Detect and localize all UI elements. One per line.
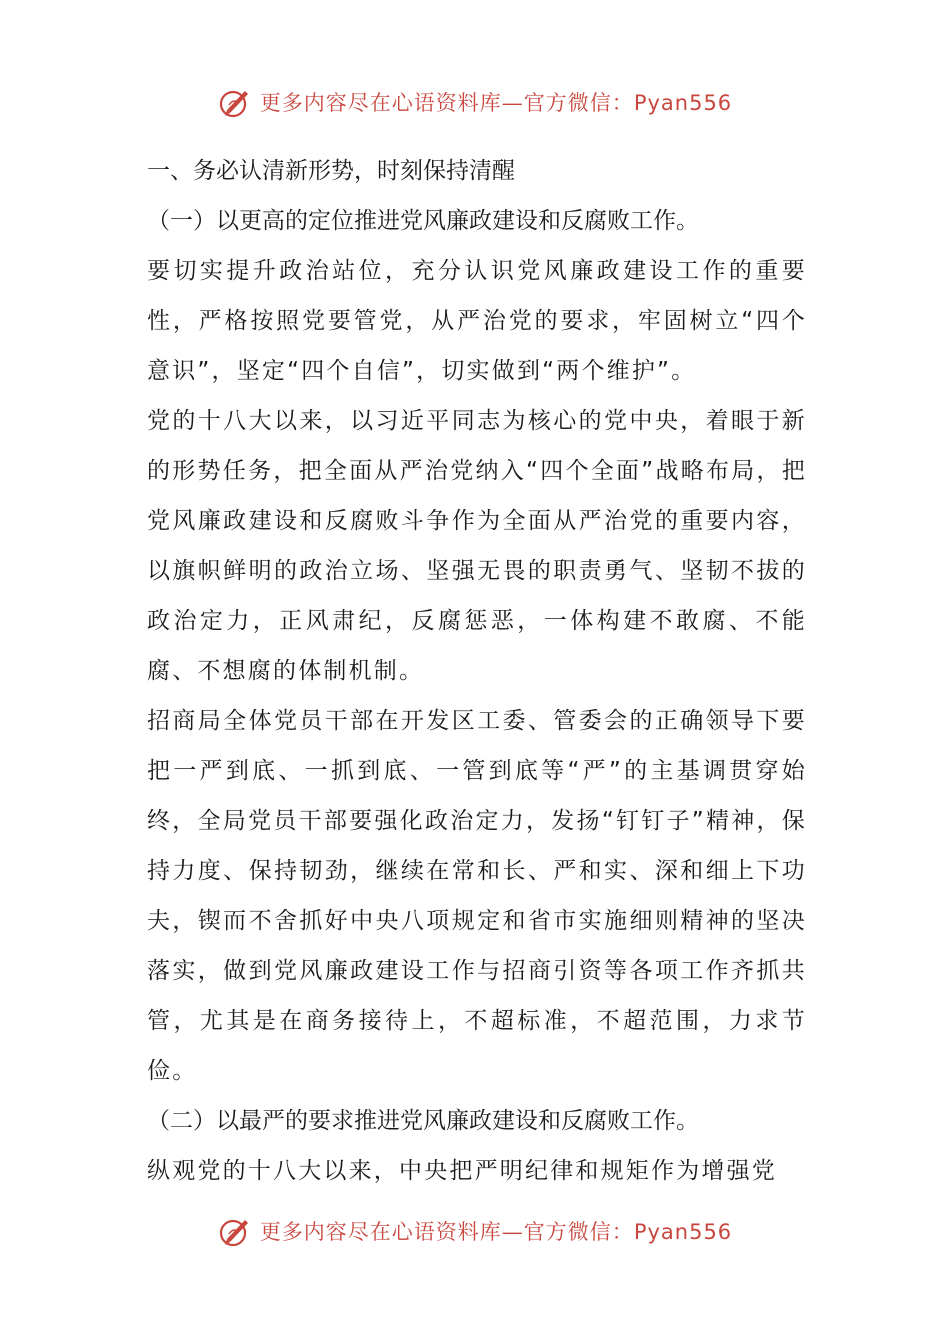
watermark-wechat-id: Pyan556 xyxy=(633,91,733,115)
watermark-label: 更多内容尽在心语资料库—官方微信： xyxy=(259,91,634,115)
footer-watermark xyxy=(0,1211,950,1251)
section-heading-1: 一、务必认清新形势，时刻保持清醒 xyxy=(147,158,515,184)
pen-logo-icon xyxy=(218,85,252,119)
subsection-heading-1: （一）以更高的定位推进党风廉政建设和反腐败工作。 xyxy=(147,208,699,234)
watermark-text xyxy=(260,1216,732,1246)
paragraph-3: 招商局全体党员干部在开发区工委、管委会的正确领导下要把一严到底、一抓到底、一管到底等“严”的主基调贯穿始终，全局党员干部要强化政治定力，发扬“钉钉子”精神，保持力度、保持韧劲，继续在常和长、严和实、深和细上下功夫，锲而不舍抓好中央八项规定和省市实施细则精神的坚决落实，做到党风廉政建设工作与招商引资等各项工作齐抓共管，尤其是在商务接待上，不超标准，不超范围，力求节俭。 xyxy=(147,708,807,1084)
watermark-text xyxy=(260,87,732,117)
watermark-label: 更多内容尽在心语资料库—官方微信： xyxy=(259,1220,634,1244)
subsection-heading-2: （二）以最严的要求推进党风廉政建设和反腐败工作。 xyxy=(147,1108,699,1134)
paragraph-1: 要切实提升政治站位，充分认识党风廉政建设工作的重要性，严格按照党要管党，从严治党的要求，牢固树立“四个意识”，坚定“四个自信”，切实做到“两个维护”。 xyxy=(147,258,807,384)
watermark-wechat-id: Pyan556 xyxy=(633,1220,733,1244)
paragraph-2: 党的十八大以来，以习近平同志为核心的党中央，着眼于新的形势任务，把全面从严治党纳入“四个全面”战略布局，把党风廉政建设和反腐败斗争作为全面从严治党的重要内容，以旗帜鲜明的政治立场、坚强无畏的职责勇气、坚韧不拔的政治定力，正风肃纪，反腐惩恶，一体构建不敢腐、不能腐、不想腐的体制机制。 xyxy=(147,408,807,684)
document-body xyxy=(147,146,807,1196)
paragraph-4: 纵观党的十八大以来，中央把严明纪律和规矩作为增强党 xyxy=(147,1158,777,1184)
header-watermark xyxy=(0,82,950,122)
pen-logo-icon xyxy=(218,1214,252,1248)
